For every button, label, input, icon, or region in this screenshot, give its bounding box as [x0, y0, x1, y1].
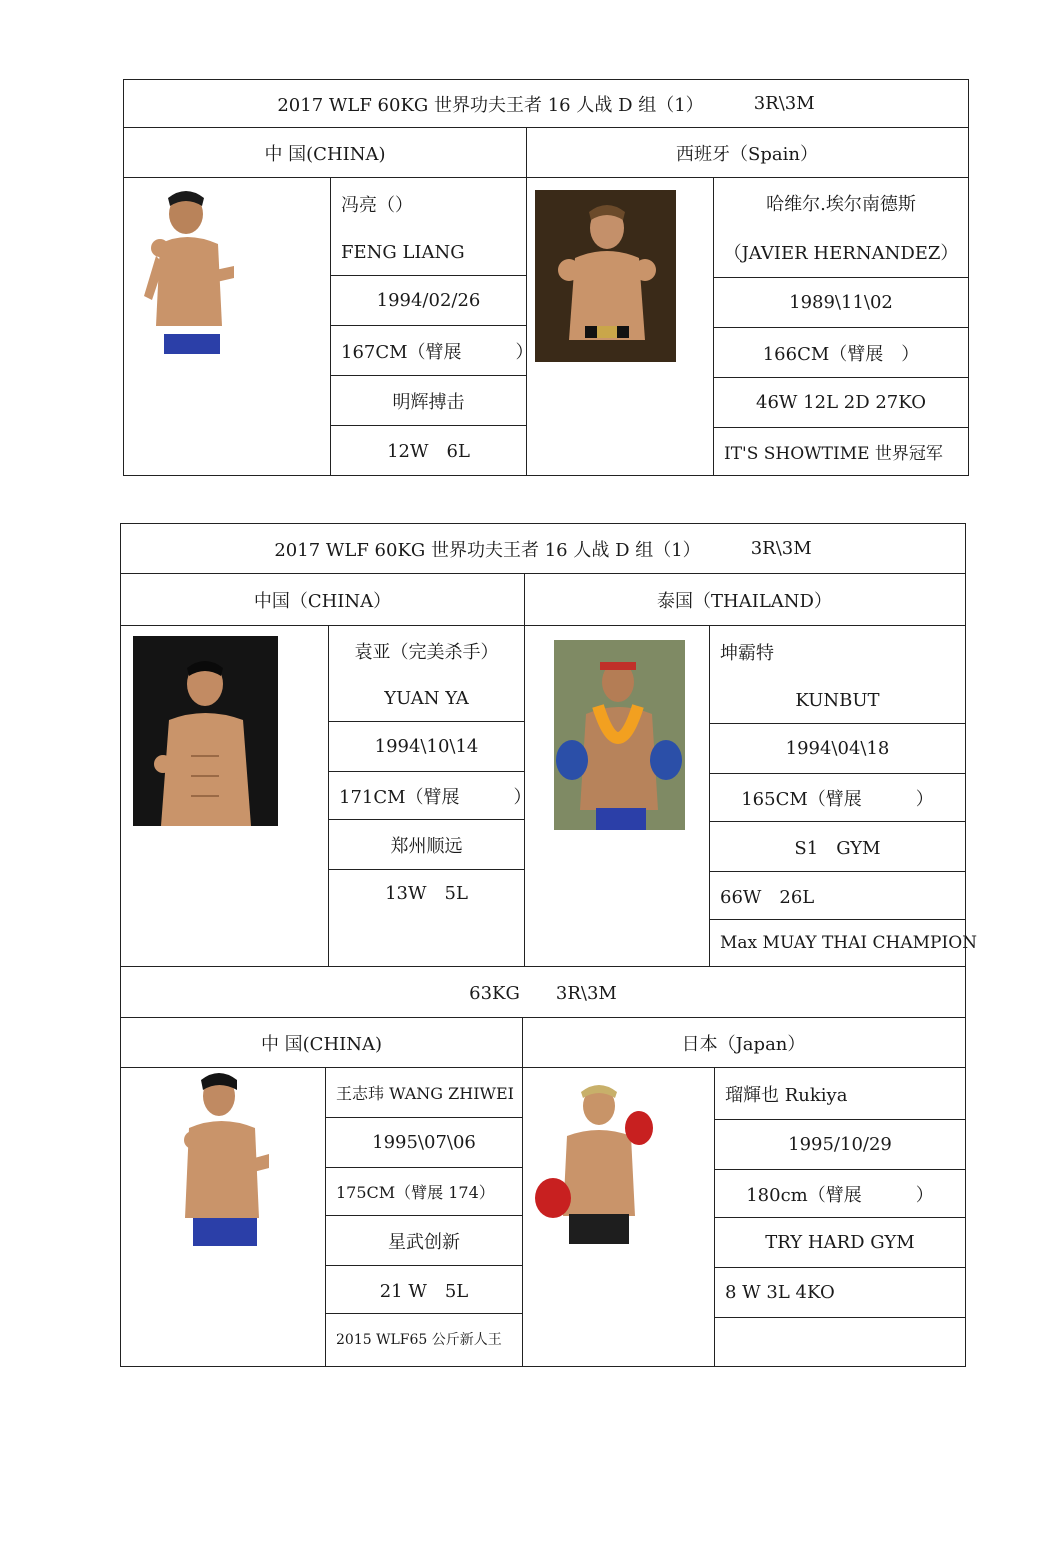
card-2-right2-dob: 1995/10/29 [715, 1120, 965, 1170]
card-2-left-height: 171CM（臂展 ） [329, 772, 524, 820]
card-2-left2-honor: 2015 WLF65 公斤新人王 [336, 1332, 502, 1348]
card-1-left-club: 明辉搏击 [331, 376, 526, 426]
divider [526, 128, 527, 475]
card-2-rounds: 3R\3M [750, 538, 812, 559]
card-1-left-country: 中 国(CHINA) [264, 144, 386, 165]
fighter-name-en: （JAVIER HERNANDEZ） [723, 243, 959, 265]
fighter-name-en: KUNBUT [795, 689, 880, 711]
card-1-right-height: 166CM（臂展 ） [714, 328, 968, 378]
card-1-title: 2017 WLF 60KG 世界功夫王者 16 人战 D 组（1） [277, 94, 704, 116]
card-2-left-record: 13W 5L [385, 883, 468, 904]
card-2-right-honor: Max MUAY THAI CHAMPION [720, 933, 978, 953]
card-1-left-name [331, 178, 526, 276]
card-2-left-dob: 1994\10\14 [329, 722, 524, 772]
card-2-right2-country: 日本（Japan） [681, 1034, 806, 1055]
card-2-left2-record: 21 W 5L [326, 1266, 522, 1314]
card-2-title-row [121, 524, 965, 574]
card-2-right-country: 泰国（THAILAND） [657, 591, 832, 612]
card-2-right-height: 165CM（臂展 ） [710, 774, 965, 822]
card-2-left2-name: 王志玮 WANG ZHIWEI [326, 1068, 522, 1118]
fighter-photo-wang-zhiwei [165, 1068, 277, 1253]
fighter-name-en: FENG LIANG [341, 241, 465, 263]
card-2-right2-empty [715, 1318, 965, 1364]
fighter-name-en: YUAN YA [384, 688, 469, 709]
card-2-left2-country: 中 国(CHINA) [260, 1034, 383, 1055]
fighter-name-cn: 哈维尔.埃尔南德斯 [766, 193, 916, 215]
card-1-right-name [714, 178, 968, 278]
card-2-left-name [329, 626, 524, 722]
fighter-name-cn: 袁亚（完美杀手） [354, 642, 499, 663]
card-2-left2-club: 星武创新 [326, 1216, 522, 1266]
card-1-title-row [124, 80, 968, 128]
card-2-right-record: 66W 26L [710, 872, 965, 920]
card-2-left-club: 郑州顺远 [329, 820, 524, 870]
fighter-name-cn: 坤霸特 [720, 642, 774, 664]
fight-card-2 [120, 523, 978, 1367]
fighter-name-cn: 冯亮（） [341, 194, 413, 216]
fight-card-1 [123, 79, 969, 476]
card-2-left2-dob: 1995\07\06 [326, 1118, 522, 1168]
fighter-photo-feng-liang [138, 186, 238, 358]
card-1-right-honor: IT'S SHOWTIME 世界冠军 [724, 443, 943, 464]
divider [524, 574, 525, 966]
fighter-photo-rukiya [531, 1076, 663, 1251]
card-2-right2-height: 180cm（臂展 ） [715, 1170, 965, 1218]
card-1-left-height: 167CM（臂展 ） [331, 326, 526, 376]
card-1-left-dob: 1994/02/26 [331, 276, 526, 326]
card-2-left-country: 中国（CHINA） [253, 591, 392, 612]
card-2-right2-name: 瑠輝也 Rukiya [715, 1068, 965, 1120]
card-2-right2-club: TRY HARD GYM [715, 1218, 965, 1268]
fighter-photo-kunbut [554, 640, 685, 830]
fighter-photo-yuan-ya [133, 636, 278, 826]
card-1-right-dob: 1989\11\02 [714, 278, 968, 328]
card-1-rounds: 3R\3M [753, 93, 815, 114]
card-2-title: 2017 WLF 60KG 世界功夫王者 16 人战 D 组（1） [274, 539, 701, 561]
card-1-left-record: 12W 6L [387, 441, 470, 462]
card-2-sub-title: 63KG 3R\3M [121, 966, 965, 1018]
card-2-left2-height: 175CM（臂展 174） [326, 1168, 522, 1216]
divider [522, 1018, 523, 1366]
card-2-right-name [710, 626, 965, 724]
card-1-right-record: 46W 12L 2D 27KO [714, 378, 968, 428]
card-2-right-dob: 1994\04\18 [710, 724, 965, 774]
card-2-right-club: S1 GYM [710, 822, 965, 872]
card-1-right-country: 西班牙（Spain） [676, 144, 818, 165]
fighter-photo-javier-hernandez [535, 190, 676, 362]
card-2-right2-record: 8 W 3L 4KO [715, 1268, 965, 1318]
